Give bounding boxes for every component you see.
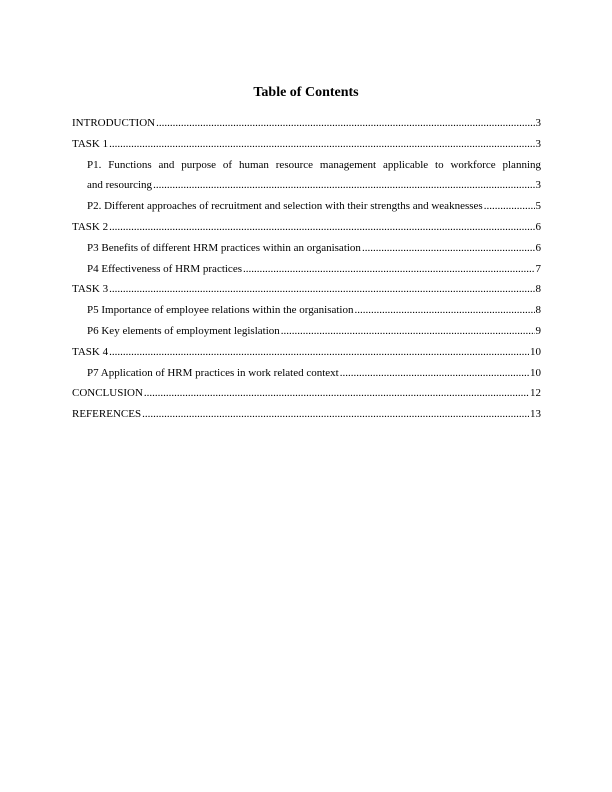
toc-page-number: 10 (530, 345, 541, 358)
toc-leader-dots (156, 113, 534, 134)
toc-entry-label: INTRODUCTION (72, 117, 156, 129)
toc-leader-dots (340, 363, 529, 384)
toc-page-number: 7 (535, 262, 541, 275)
toc-entry-p2[interactable] (72, 196, 541, 217)
toc-entry-task-1[interactable] (72, 134, 541, 155)
toc-leader-dots (281, 321, 535, 342)
toc-leader-dots (144, 383, 529, 404)
toc-leader-dots (354, 300, 534, 321)
toc-entry-references[interactable] (72, 404, 541, 425)
toc-page-number: 6 (535, 220, 541, 233)
toc-page-number: 10 (530, 366, 541, 379)
toc-entry-conclusion[interactable] (72, 383, 541, 404)
toc-entry-label: TASK 1 (72, 137, 109, 150)
toc-leader-dots (243, 259, 535, 280)
toc-entry-p6[interactable] (72, 321, 541, 342)
toc-page-number: 12 (530, 387, 541, 400)
toc-leader-dots (484, 196, 535, 217)
toc-entry-task-4[interactable] (72, 342, 541, 363)
toc-entry-p5[interactable] (72, 300, 541, 321)
toc-page-number: 6 (535, 241, 541, 254)
toc-page-number: 8 (535, 283, 541, 296)
toc-entry-label: P7 Application of HRM practices in work related context (87, 366, 339, 379)
toc-entry-introduction[interactable] (72, 113, 541, 134)
toc-page-number: 13 (530, 408, 541, 421)
toc-leader-dots (109, 217, 534, 238)
toc-leader-dots (109, 279, 534, 300)
toc-entry-label-line1: P1. Functions and purpose of human resource management applicable to workforce planning (87, 158, 541, 171)
toc-entry-label: P5 Importance of employee relations within the organisation (87, 304, 354, 317)
toc-page-number: 3 (535, 117, 541, 129)
toc-entry-label: TASK 3 (72, 283, 109, 296)
toc-leader-dots (142, 404, 529, 425)
toc-entry-label-line2-row (87, 175, 541, 196)
toc-leader-dots (109, 134, 534, 155)
toc-entry-label: P6 Key elements of employment legislation (87, 324, 280, 337)
toc-leader-dots (153, 175, 534, 196)
toc-page-number: 5 (535, 200, 541, 213)
toc-entry-label: P4 Effectiveness of HRM practices (87, 262, 242, 275)
toc-entry-label: P2. Different approaches of recruitment and selection with their strengths and weaknesses (87, 200, 483, 213)
toc-leader-dots (109, 342, 529, 363)
toc-title: Table of Contents (253, 85, 359, 100)
toc-entry-label: P3 Benefits of different HRM practices within an organisation (87, 241, 361, 254)
toc-page-number: 3 (535, 137, 541, 150)
toc-entry-p4[interactable] (72, 259, 541, 280)
toc-entry-task-2[interactable] (72, 217, 541, 238)
toc-entry-label: TASK 4 (72, 345, 109, 358)
table-of-contents (72, 113, 541, 425)
toc-page-number: 3 (535, 179, 541, 192)
toc-page-number: 8 (535, 304, 541, 317)
toc-entry-p7[interactable] (72, 363, 541, 384)
toc-entry-label: CONCLUSION (72, 387, 143, 400)
toc-leader-dots (362, 238, 535, 259)
toc-entry-label: REFERENCES (72, 408, 142, 421)
toc-entry-task-3[interactable] (72, 279, 541, 300)
toc-entry-label: TASK 2 (72, 220, 109, 233)
toc-entry-label-line2: and resourcing (87, 179, 153, 192)
toc-page-number: 9 (535, 324, 541, 337)
toc-entry-p3[interactable] (72, 238, 541, 259)
toc-entry-p1[interactable] (72, 155, 541, 197)
